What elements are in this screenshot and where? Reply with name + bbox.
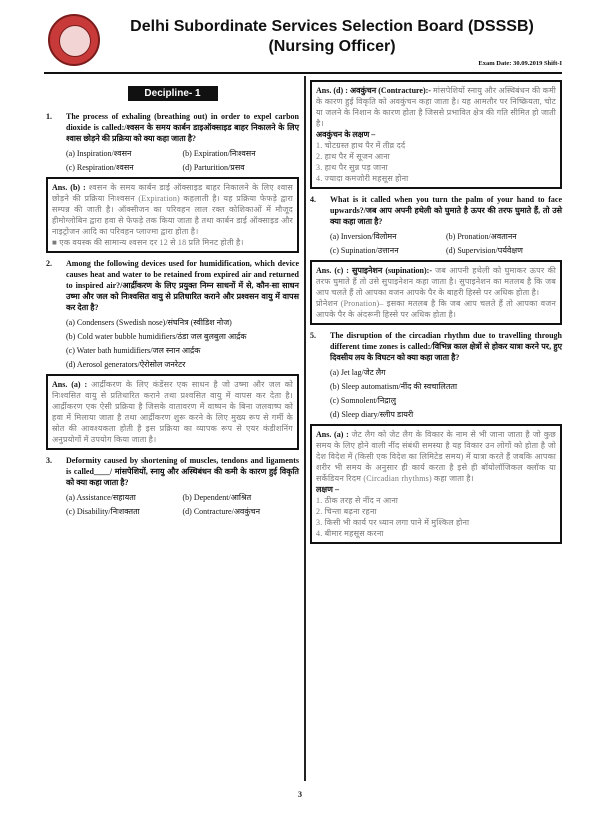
question-number: 1. xyxy=(46,112,52,121)
answer-title: सुपाइनेशन (supination):- xyxy=(352,266,433,275)
answer-label: Ans. (a) : xyxy=(52,380,88,389)
left-column xyxy=(46,80,299,520)
answer-label: Ans. (a) : xyxy=(316,430,349,439)
option: (a) Condensers (Swedish nose)/संघनित्र (स्वीडिश नोज) xyxy=(66,318,232,327)
answer-label: Ans. (d) : xyxy=(316,86,348,95)
answer-3-box xyxy=(310,80,562,189)
answer-text: श्वसन के समय कार्बन डाई ऑक्साइड बाहर निकालने के लिए श्वास छोड़ने की प्रक्रिया निःश्वसन (Expiration) कहलाती है। यह प्रक्रिया फेफड़े द्वारा सम्पन्न की जाती है। ऑक्सीजन का परिवहन लाल रक्त कोशिकाओं में मौजूद हीमोग्लोबिन द्वारा हवा से फेफड़े तक किया जाता है तथा कार्बन डाई ऑक्साइड और नाइट्रोजन आदि का परिवहन प्लाज्मा द्वारा होता है। xyxy=(52,183,294,236)
answer-text: जब आपनी हथेली को घुमाकर ऊपर की तरफ घुमाते हैं तो उसे सुपाइनेशन कहा जाता है। सुपाइनेशन का मतलब है कि जब आप चलते हैं तो आपका वजन आपके पैर के बाहरी हिस्से पर अधिक होता है। xyxy=(316,266,557,297)
option: (d) Parturition/प्रसव xyxy=(182,163,245,172)
question-text: Deformity caused by shortening of muscles, tendons and ligaments is called____/ मांसपेशियों, स्नायु और अस्थिबंधन की कमी के कारण हुई विकृति को क्या कहा जाता है? xyxy=(66,456,299,487)
answer-4-box xyxy=(310,260,562,325)
option: (b) Pronation/अवतानन xyxy=(446,232,517,241)
option: (a) Jet lag/जेट लैग xyxy=(330,368,386,377)
list-item: 1. चोटग्रस्त हाथ पैर में तीव्र दर्द xyxy=(316,141,406,150)
option: (d) Supervision/पर्यवेक्षण xyxy=(446,246,523,255)
answer-subheading: अवकुंचन के लक्षण – xyxy=(316,130,376,139)
post-title: (Nursing Officer) xyxy=(268,38,396,55)
answer-2-box xyxy=(46,374,299,450)
question-1-options xyxy=(66,148,299,173)
list-item: 2. चिन्ता बढ़ना रहना xyxy=(316,507,377,516)
answer-1-box xyxy=(46,177,299,253)
answer-label: Ans. (b) : xyxy=(52,183,86,192)
question-number: 5. xyxy=(310,331,316,340)
question-4 xyxy=(310,194,562,227)
header-rule xyxy=(44,72,562,74)
option: (c) Respiration/श्वसन xyxy=(66,163,134,172)
option: (a) Inspiration/श्वसन xyxy=(66,149,132,158)
option: (d) Sleep diary/स्लीप डायरी xyxy=(330,410,414,419)
question-3 xyxy=(46,455,299,488)
question-2-options xyxy=(66,317,299,370)
answer-label: Ans. (c) : xyxy=(316,266,349,275)
list-item: 3. किसी भी कार्य पर ध्यान लगा पाने में मुश्किल होना xyxy=(316,518,470,527)
question-5 xyxy=(310,330,562,363)
answer-text-2: प्रोनेशन (Pronation)– इसका मतलब है कि जब आप चलते हैं तो आपका वजन आपके पैर के अंदरूनी हिस्से पर अधिक होता है। xyxy=(316,299,556,319)
question-text: The process of exhaling (breathing out) in order to expel carbon dioxide is called:/श्वसन के समय कार्बन डाइऑक्साइड बाहर निकालने के लिए श्वास छोड़ने की प्रक्रिया को क्या कहा जाता है? xyxy=(66,112,299,143)
option: (b) Expiration/निःश्वसन xyxy=(182,149,256,158)
answer-5-box xyxy=(310,424,562,544)
answer-text: मांसपेशियों स्नायु और अस्थिबंधन की कमी के कारण हुई विकृति को अवकुंचन कहा जाता है। यह आमतौर पर निष्क्रियता, चोट या जलने के निशान के कारण होता है जिससे प्रभावित क्षेत्र की गति सीमित हो जाती है। xyxy=(316,86,557,128)
answer-title: अवकुंचन (Contracture):- xyxy=(349,86,431,95)
page-number: 3 xyxy=(298,790,302,799)
option: (d) Aerosol generators/ऐरोसोल जनरेटर xyxy=(66,360,186,369)
option: (c) Disability/निःशक्तता xyxy=(66,507,140,516)
option: (b) Sleep automatism/नींद की स्वचालितता xyxy=(330,382,458,391)
question-text: What is it called when you turn the palm of your hand to face upwards?/जब आप अपनी हथेली को घुमाते है ऊपर की तरफ घुमाते हैं, तो उसे क्या कहा जाता है? xyxy=(330,195,562,226)
option: (c) Water bath humidifiers/जल स्नान आर्द्रक xyxy=(66,346,201,355)
option: (d) Contracture/अवकुंचन xyxy=(182,507,261,516)
board-title: Delhi Subordinate Services Selection Board (DSSSB) xyxy=(130,18,534,35)
question-2 xyxy=(46,258,299,313)
question-3-options xyxy=(66,492,299,517)
option: (a) Inversion/विलोमन xyxy=(330,232,397,241)
answer-bullet: ■ एक वयस्क की सामान्य श्वसन दर 12 से 18 प्रति मिनट होती है। xyxy=(52,238,244,247)
list-item: 4. ज्यादा कमजोरी महसूस होना xyxy=(316,174,409,183)
question-1 xyxy=(46,111,299,144)
exam-date: Exam Date: 30.09.2019 Shift-I xyxy=(478,60,562,67)
list-item: 1. ठीक तरह से नींद न आना xyxy=(316,496,399,505)
dsssb-logo xyxy=(48,14,100,66)
question-text: The disruption of the circadian rhythm due to travelling through different time zones is called:/विभिन्न काल क्षेत्रों से होकर यात्रा करने पर, हुए दिवसीय लय के विघटन को क्या कहा जाता है? xyxy=(330,331,562,362)
question-5-options xyxy=(330,367,562,420)
column-divider xyxy=(304,76,306,781)
question-number: 2. xyxy=(46,259,52,268)
option: (a) Assistance/सहायता xyxy=(66,493,136,502)
option: (c) Supination/उत्तानन xyxy=(330,246,399,255)
option: (b) Cold water bubble humidifiers/ठंडा जल बुलबुला आर्द्रक xyxy=(66,332,247,341)
question-4-options xyxy=(330,231,562,256)
list-item: 2. हाथ पैर में सूजन आना xyxy=(316,152,390,161)
question-number: 3. xyxy=(46,456,52,465)
section-title: Decipline- 1 xyxy=(128,86,218,101)
answer-subheading: लक्षण – xyxy=(316,485,339,494)
option: (c) Somnolent/निद्रालु xyxy=(330,396,397,405)
question-text: Among the following devices used for humidification, which device causes heat and water to be retained from expired air and returned to inspired air?/आर्द्रीकरण के लिए प्रयुक्त निम्न साधनों में से, कौन-सा साधन उष्मा और जल को निःश्वसित वायु से प्रतिधारित कराने और प्रश्वसन वायु में वापस कर देता है? xyxy=(66,259,299,312)
answer-text: जेट लैग को जेट लैग के विकार के नाम से भी जाना जाता है जो कुछ समय के लिए होने वाली नींद संबंधी समस्या है यह विकार उन लोगों को होता है जो देश विदेश में (किसी एक विदेश का लिमिटेड समय) में यात्रा करते हैं जबकि आपका शरीर भी समय के अनुसार ही कार्य करता है इसे ही बॉयोलॉजिकल क्लॉक या सर्केडियन रिदम (Circadian rhythms) कहा जाता है। xyxy=(316,430,556,483)
option: (b) Dependent/आश्रित xyxy=(182,493,252,502)
list-item: 3. हाथ पैर सुन्न पड़ जाना xyxy=(316,163,388,172)
list-item: 4. बीमार महसूस करना xyxy=(316,529,384,538)
answer-text: आर्द्रीकरण के लिए कंडेंसर एक साधन है जो उष्मा और जल को निःश्वसित वायु से प्रतिधारित कराने तथा प्रश्वसित वायु में वापस कर देता है। आर्द्रीकरण एक ऐसी प्रक्रिया है जिसके वातावरण में वाष्पन के बिना जलवाष्प को हवा में मिलाया जाता है तथा आर्द्रीकरण शुरू करने के लिए मुख्य रूप से गर्मी के स्रोत की आवश्यकता होती है इस प्रक्रिया का व्यापक रूप से एयर कंडीशनिंग अनुप्रयोगों में उपयोग किया जाता है। xyxy=(52,380,293,444)
question-number: 4. xyxy=(310,195,316,204)
right-column xyxy=(310,80,562,549)
